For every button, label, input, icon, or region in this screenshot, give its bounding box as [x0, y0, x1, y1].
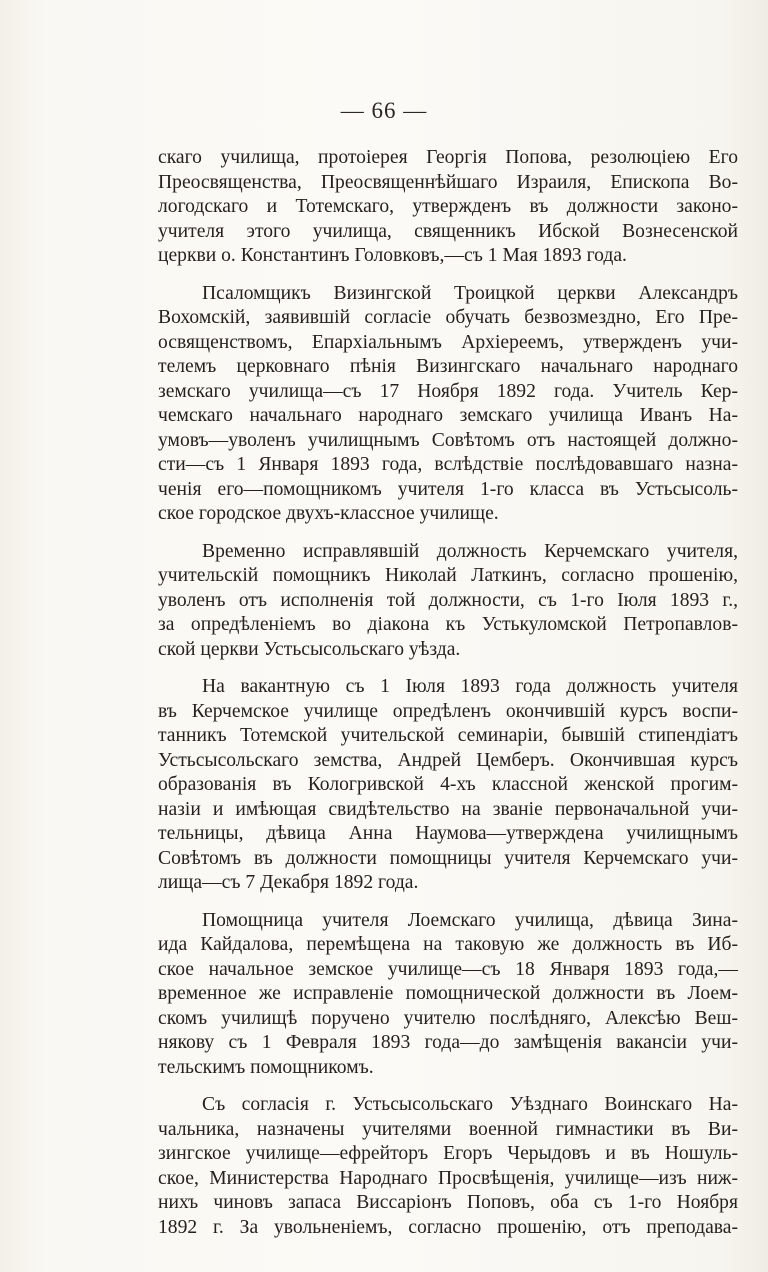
paragraph-6: [158, 1093, 738, 1240]
text-line: някову съ 1 Февраля 1893 года—до замѣщенія вакансіи учи-: [158, 1032, 738, 1053]
paragraph-3: [158, 540, 738, 663]
text-line: сти—съ 1 Января 1893 года, вслѣдствіе послѣдовавшаго назна-: [158, 454, 738, 475]
text-line: тельницы, дѣвица Анна Наумова—утверждена училищнымъ: [158, 823, 738, 844]
text-line: зингское училище—ефрейторъ Егоръ Черыдовъ и въ Ношуль-: [158, 1143, 738, 1164]
page-number: — 66 —: [340, 98, 428, 123]
text-line: учителя этого училища, священникъ Ибской Вознесенской: [158, 220, 738, 242]
text-line: умовъ—уволенъ училищнымъ Совѣтомъ отъ настоящей должно-: [158, 429, 738, 451]
text-line: танникъ Тотемской учительской семинаріи, бывшій стипендіатъ: [158, 725, 738, 746]
paragraph-1: [158, 146, 738, 269]
text-line: Совѣтомъ въ должности помощницы учителя Керчемскаго учи-: [158, 847, 738, 869]
text-line: ченія его—помощникомъ учителя 1-го класса въ Устьсысоль-: [158, 478, 738, 500]
text-line: ида Кайдалова, перемѣщена на таковую же должность въ Иб-: [158, 934, 738, 955]
text-line: скаго училища, протоіерея Георгія Попова, резолюціею Его: [158, 147, 738, 168]
text-line: образованія въ Кологривской 4-хъ классной женской прогим-: [158, 774, 738, 795]
text-line: 1892 г. За увольненіемъ, согласно прошенію, отъ преподава-: [158, 1216, 738, 1238]
text-line: учительскій помощникъ Николай Латкинъ, согласно прошенію,: [158, 565, 738, 586]
paragraph-4: [158, 675, 738, 896]
text-line: Преосвященства, Преосвященнѣйшаго Израиля, Епископа Во-: [158, 171, 738, 193]
text-line: Временно исправлявшій должность Керчемскаго учителя,: [202, 540, 738, 562]
text-line: земскаго училища—съ 17 Ноября 1892 года. Учитель Кер-: [158, 380, 738, 402]
text-line: назіи и имѣющая свидѣтельство на званіе первоначальной учи-: [158, 798, 738, 820]
text-line: ское, Министерства Народнаго Просвѣщенія, училище—изъ ниж-: [158, 1167, 738, 1189]
text-line: скомъ училищѣ поручено учителю послѣдняго, Алексѣю Веш-: [158, 1007, 738, 1029]
text-line: за опредѣленіемъ во діакона къ Устькуломской Петропавлов-: [158, 614, 738, 635]
text-line: нихъ чиновъ запаса Виссаріонъ Поповъ, оба съ 1-го Ноября: [158, 1192, 738, 1213]
text-line: въ Керчемское училище опредѣленъ окончившій курсъ воспи-: [158, 700, 738, 722]
text-line: уволенъ отъ исполненія той должности, съ 1-го Іюля 1893 г.,: [158, 589, 738, 611]
text-line: временное же исправленіе помощнической должности въ Лоем-: [158, 983, 738, 1004]
text-line: логодскаго и Тотемскаго, утвержденъ въ должности законо-: [158, 196, 738, 217]
text-line: Псаломщикъ Визингской Троицкой церкви Александръ: [202, 282, 738, 304]
text-line: тельскимъ помощникомъ.: [158, 1056, 374, 1078]
text-line: Устьсысольскаго земства, Андрей Цемберъ. Окончившая курсъ: [158, 749, 738, 771]
text-line: ской церкви Устьсысольскаго уѣзда.: [158, 638, 461, 660]
paragraph-5: [158, 909, 738, 1081]
text-line: Вохомскій, заявившій согласіе обучать безвозмездно, Его Пре-: [158, 307, 738, 328]
text-line: освященствомъ, Епархіальнымъ Архіереемъ, утвержденъ учи-: [158, 331, 738, 353]
text-line: лища—съ 7 Декабря 1892 года.: [158, 872, 419, 893]
text-line: ское начальное земское училище—съ 18 Января 1893 года,—: [158, 958, 738, 980]
text-line: ское городское двухъ-классное училище.: [158, 503, 499, 524]
text-line: чемскаго начальнаго народнаго земскаго училища Иванъ На-: [158, 405, 738, 426]
text-line: Помощница учителя Лоемскаго училища, дѣвица Зина-: [202, 909, 738, 931]
text-line: чальника, назначены учителями военной гимнастики въ Ви-: [158, 1118, 738, 1140]
text-line: Съ согласія г. Устьсысольскаго Уѣзднаго Воинскаго На-: [202, 1094, 738, 1115]
text-body: [158, 146, 738, 1240]
text-line: телемъ церковнаго пѣнія Визингскаго начальнаго народнаго: [158, 356, 738, 377]
text-line: церкви о. Константинъ Головковъ,—съ 1 Мая 1893 года.: [158, 245, 627, 266]
paragraph-2: [158, 282, 738, 527]
text-line: На вакантную съ 1 Іюля 1893 года должность учителя: [202, 676, 738, 697]
